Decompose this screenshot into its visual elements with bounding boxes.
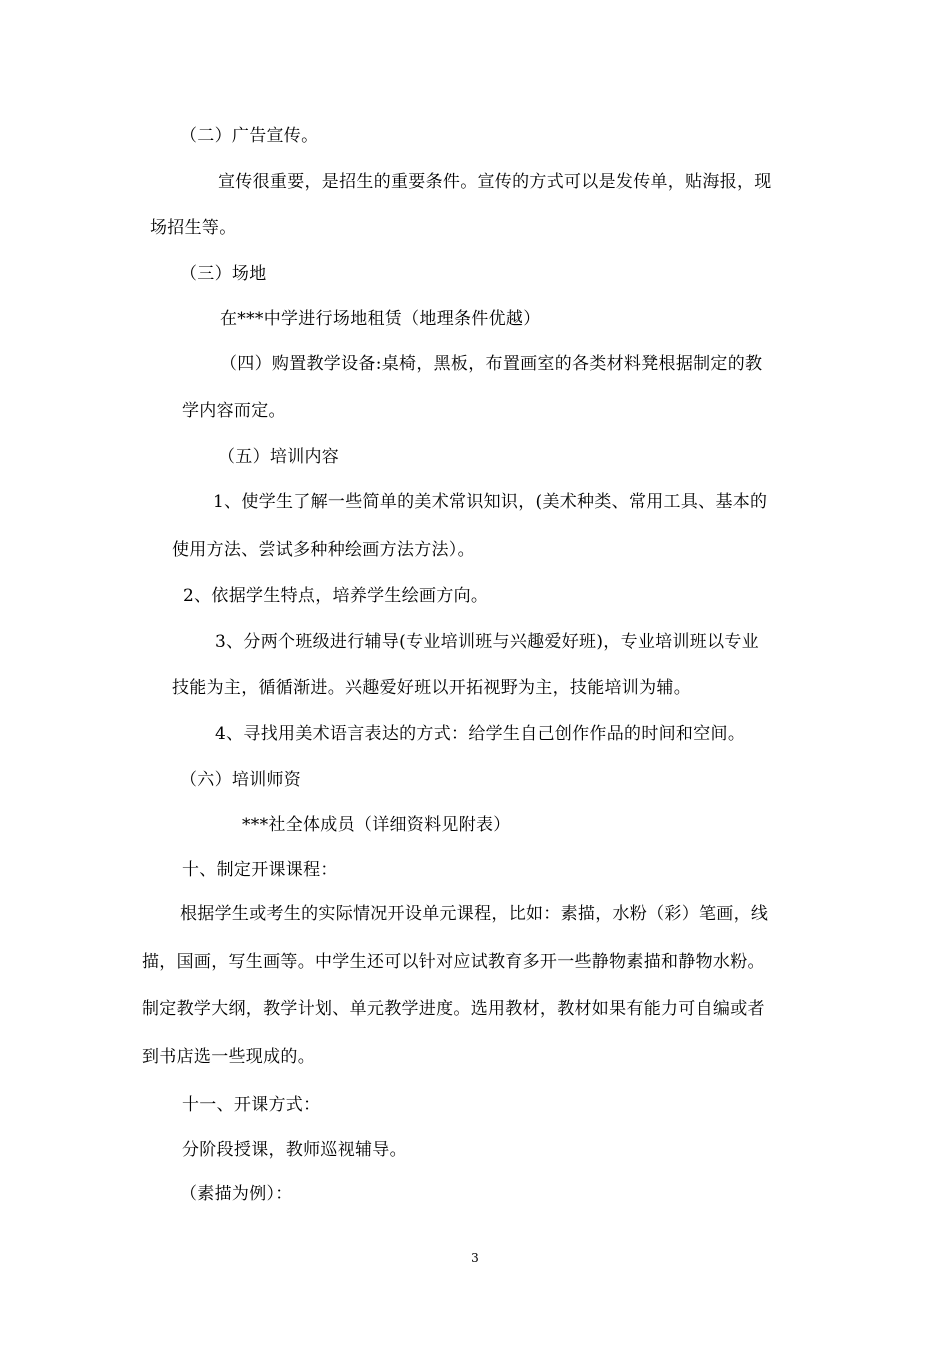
paragraph-line: 制定教学大纲，教学计划、单元教学进度。选用教材，教材如果有能力可自编或者	[142, 999, 765, 1019]
heading-training-content: （五）培训内容	[218, 447, 340, 467]
heading-courses: 十、制定开课课程：	[182, 860, 338, 880]
list-item: 4、寻找用美术语言表达的方式：给学生自己创作作品的时间和空间。	[215, 724, 746, 744]
paragraph-line: 学内容而定。	[182, 401, 286, 421]
paragraph-line: ***社全体成员（详细资料见附表）	[242, 815, 511, 835]
paragraph-line: 场招生等。	[150, 218, 237, 238]
paragraph-line: 到书店选一些现成的。	[142, 1047, 315, 1067]
page-number: 3	[471, 1251, 479, 1265]
paragraph-line: （素描为例）：	[180, 1184, 293, 1204]
list-item: 1、使学生了解一些简单的美术常识知识，(美术种类、常用工具、基本的	[213, 492, 768, 512]
heading-advertising: （二）广告宣传。	[180, 126, 319, 146]
heading-teachers: （六）培训师资	[180, 770, 302, 790]
paragraph-line: 在***中学进行场地租赁（地理条件优越）	[220, 309, 541, 329]
list-item: 3、分两个班级进行辅导(专业培训班与兴趣爱好班)，专业培训班以专业	[215, 632, 759, 652]
list-item: 2、依据学生特点，培养学生绘画方向。	[183, 586, 489, 606]
paragraph-line: 描，国画，写生画等。中学生还可以针对应试教育多开一些静物素描和静物水粉。	[142, 952, 765, 972]
paragraph-line: 使用方法、尝试多种种绘画方法方法）。	[172, 540, 475, 560]
paragraph-line: 宣传很重要，是招生的重要条件。宣传的方式可以是发传单，贴海报，现	[218, 172, 772, 192]
heading-course-method: 十一、开课方式：	[182, 1095, 321, 1115]
paragraph-line: 技能为主，循循渐进。兴趣爱好班以开拓视野为主，技能培训为辅。	[172, 678, 691, 698]
paragraph-line: 根据学生或考生的实际情况开设单元课程，比如：素描，水粉（彩）笔画，线	[180, 904, 769, 924]
paragraph-line: 分阶段授课，教师巡视辅导。	[182, 1140, 407, 1160]
heading-venue: （三）场地	[180, 264, 267, 284]
heading-equipment: （四）购置教学设备:桌椅，黑板，布置画室的各类材料凳根据制定的教	[220, 354, 763, 374]
